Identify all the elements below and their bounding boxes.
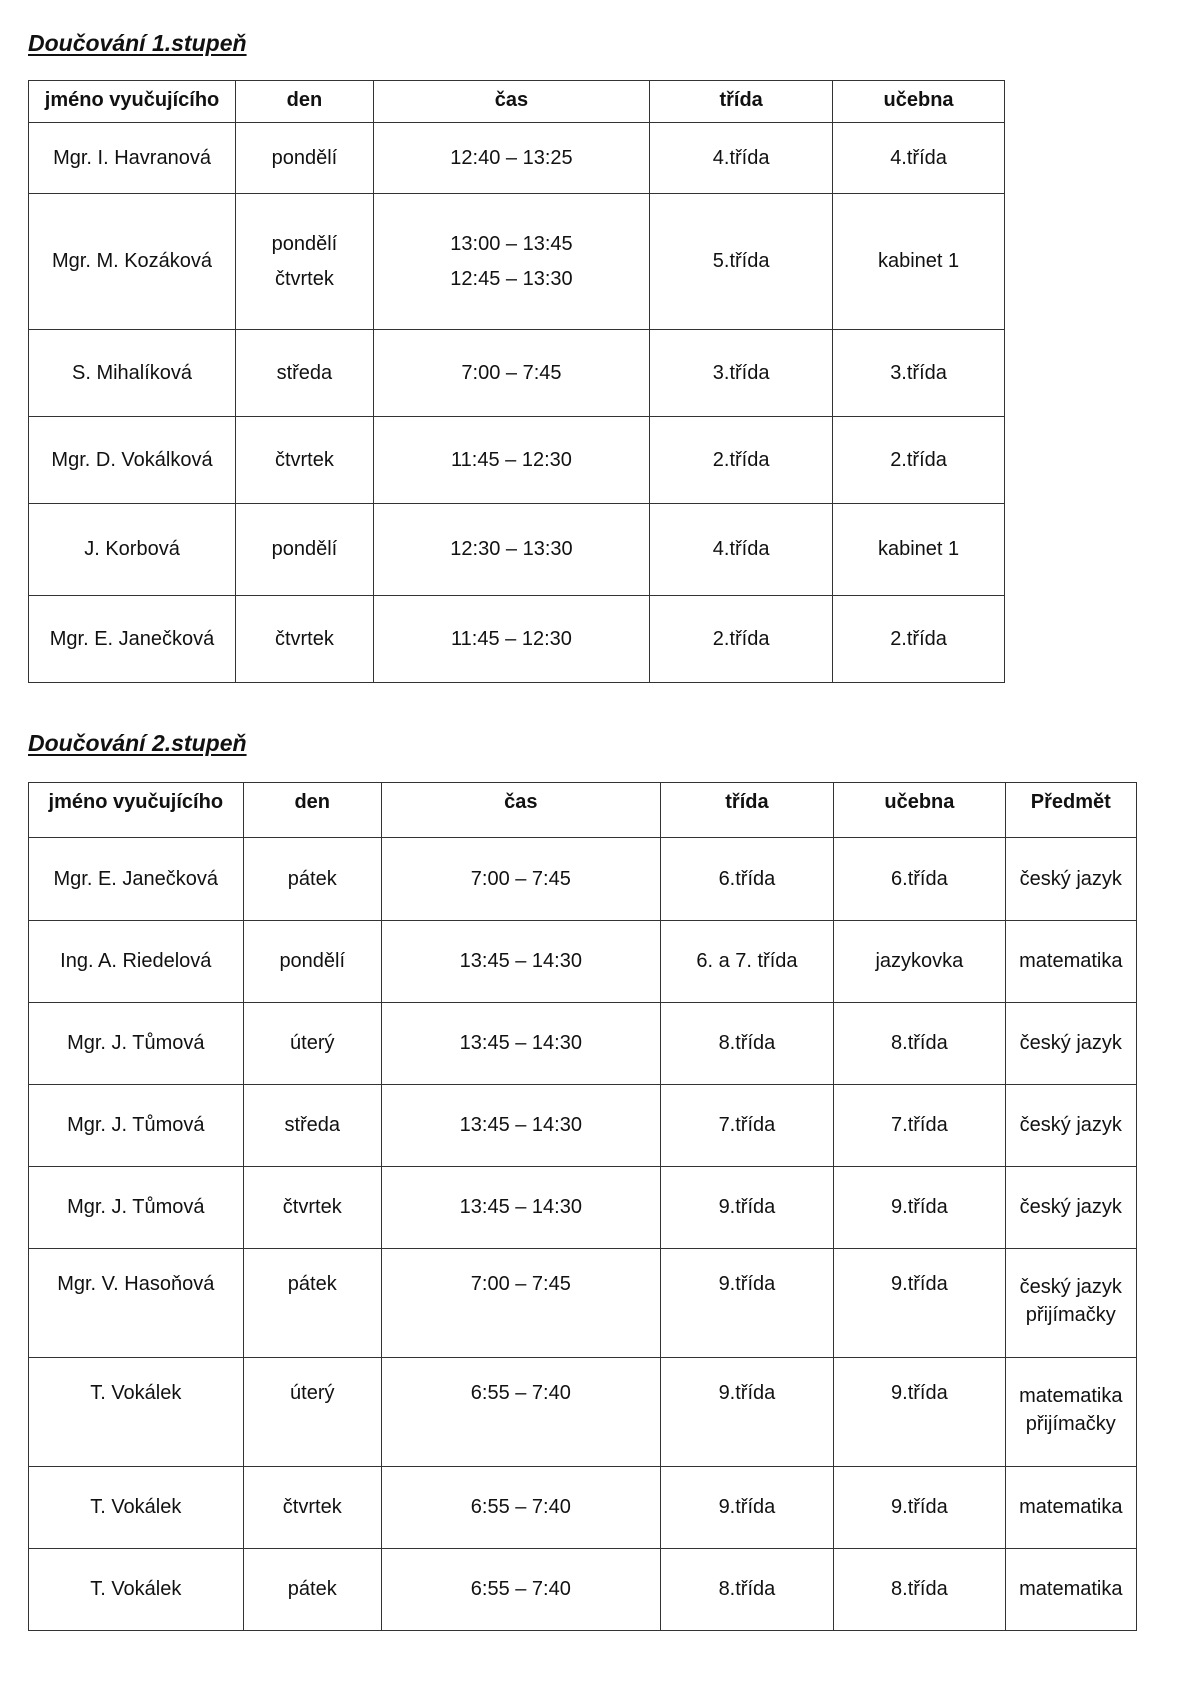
- class-cell: 9.třída: [660, 1358, 833, 1467]
- time-cell: 11:45 – 12:30: [373, 596, 649, 683]
- subject-line: přijímačky: [1025, 1413, 1116, 1435]
- header-teacher: jméno vyučujícího: [29, 783, 244, 838]
- class-cell: 9.třída: [660, 1467, 833, 1549]
- table-row: [29, 123, 1005, 194]
- room-cell: 8.třída: [834, 1003, 1005, 1085]
- teacher-cell: Mgr. M. Kozáková: [29, 194, 236, 330]
- subject-line: český jazyk: [1019, 1276, 1122, 1298]
- room-cell: 2.třída: [833, 417, 1005, 504]
- teacher-cell: Mgr. J. Tůmová: [29, 1085, 244, 1167]
- day-cell: čtvrtek: [243, 1167, 381, 1249]
- room-cell: 9.třída: [834, 1467, 1005, 1549]
- table-row: [29, 596, 1005, 683]
- time-cell: 13:45 – 14:30: [381, 1167, 660, 1249]
- room-cell: 9.třída: [834, 1249, 1005, 1358]
- subject-cell: matematika: [1005, 921, 1136, 1003]
- time-cell: 7:00 – 7:45: [381, 838, 660, 921]
- header-room: učebna: [834, 783, 1005, 838]
- day-cell: úterý: [243, 1003, 381, 1085]
- time-cell: 6:55 – 7:40: [381, 1467, 660, 1549]
- day-cell: pondělí: [236, 504, 374, 596]
- table-row: [29, 417, 1005, 504]
- teacher-cell: S. Mihalíková: [29, 330, 236, 417]
- table-row: [29, 1358, 1137, 1467]
- room-cell: 7.třída: [834, 1085, 1005, 1167]
- table-row: [29, 1167, 1137, 1249]
- teacher-cell: T. Vokálek: [29, 1358, 244, 1467]
- table-row: [29, 1249, 1137, 1358]
- subject-line: přijímačky: [1025, 1304, 1116, 1326]
- subject-cell: matematika: [1005, 1549, 1136, 1631]
- table-row: [29, 1549, 1137, 1631]
- table-row: [29, 921, 1137, 1003]
- room-cell: jazykovka: [834, 921, 1005, 1003]
- room-cell: kabinet 1: [833, 504, 1005, 596]
- header-row: [29, 783, 1137, 838]
- day-cell: úterý: [243, 1358, 381, 1467]
- time-cell: 7:00 – 7:45: [381, 1249, 660, 1358]
- time-cell: 13:45 – 14:30: [381, 1003, 660, 1085]
- room-cell: 3.třída: [833, 330, 1005, 417]
- header-time: čas: [373, 81, 649, 123]
- time-cell: 12:30 – 13:30: [373, 504, 649, 596]
- time-cell: 11:45 – 12:30: [373, 417, 649, 504]
- class-cell: 5.třída: [650, 194, 833, 330]
- room-cell: 9.třída: [834, 1167, 1005, 1249]
- time-cell: [373, 194, 649, 330]
- teacher-cell: Mgr. J. Tůmová: [29, 1003, 244, 1085]
- room-cell: 4.třída: [833, 123, 1005, 194]
- teacher-cell: T. Vokálek: [29, 1467, 244, 1549]
- time-cell: 13:45 – 14:30: [381, 1085, 660, 1167]
- table-row: [29, 1467, 1137, 1549]
- class-cell: 6.třída: [660, 838, 833, 921]
- table-row: [29, 1003, 1137, 1085]
- time-cell: 6:55 – 7:40: [381, 1358, 660, 1467]
- time-cell: 13:45 – 14:30: [381, 921, 660, 1003]
- day-cell: pondělí: [236, 123, 374, 194]
- day-cell: středa: [243, 1085, 381, 1167]
- subject-cell: český jazyk: [1005, 1003, 1136, 1085]
- teacher-cell: Mgr. E. Janečková: [29, 596, 236, 683]
- room-cell: 6.třída: [834, 838, 1005, 921]
- time-value: 13:00 – 13:45: [450, 232, 573, 255]
- day-value: čtvrtek: [274, 267, 334, 290]
- room-cell: 2.třída: [833, 596, 1005, 683]
- header-class: třída: [650, 81, 833, 123]
- teacher-cell: J. Korbová: [29, 504, 236, 596]
- class-cell: 4.třída: [650, 123, 833, 194]
- day-cell: pondělí: [243, 921, 381, 1003]
- day-cell: pátek: [243, 838, 381, 921]
- day-cell: čtvrtek: [236, 596, 374, 683]
- table-row: [29, 194, 1005, 330]
- time-value: 12:45 – 13:30: [450, 267, 573, 290]
- header-subject: Předmět: [1005, 783, 1136, 838]
- table-row: [29, 1085, 1137, 1167]
- teacher-cell: Mgr. V. Hasoňová: [29, 1249, 244, 1358]
- header-time: čas: [381, 783, 660, 838]
- room-cell: 8.třída: [834, 1549, 1005, 1631]
- day-cell: čtvrtek: [243, 1467, 381, 1549]
- class-cell: 2.třída: [650, 596, 833, 683]
- class-cell: 3.třída: [650, 330, 833, 417]
- class-cell: 8.třída: [660, 1549, 833, 1631]
- teacher-cell: Mgr. D. Vokálková: [29, 417, 236, 504]
- section-2-title: Doučování 2.stupeň: [28, 730, 247, 756]
- subject-cell: český jazyk: [1005, 838, 1136, 921]
- day-cell: čtvrtek: [236, 417, 374, 504]
- subject-cell: český jazyk: [1005, 1167, 1136, 1249]
- class-cell: 7.třída: [660, 1085, 833, 1167]
- teacher-cell: Mgr. E. Janečková: [29, 838, 244, 921]
- teacher-cell: Mgr. J. Tůmová: [29, 1167, 244, 1249]
- tutoring-table-level-2: [28, 782, 1137, 1631]
- subject-cell: český jazyk: [1005, 1085, 1136, 1167]
- subject-cell: matematika: [1005, 1467, 1136, 1549]
- header-class: třída: [660, 783, 833, 838]
- tutoring-table-level-1: [28, 80, 1005, 683]
- teacher-cell: Mgr. I. Havranová: [29, 123, 236, 194]
- class-cell: 6. a 7. třída: [660, 921, 833, 1003]
- teacher-cell: Ing. A. Riedelová: [29, 921, 244, 1003]
- time-cell: 7:00 – 7:45: [373, 330, 649, 417]
- table-row: [29, 838, 1137, 921]
- time-cell: 12:40 – 13:25: [373, 123, 649, 194]
- subject-line: matematika: [1019, 1385, 1123, 1407]
- class-cell: 8.třída: [660, 1003, 833, 1085]
- subject-cell: [1005, 1358, 1136, 1467]
- room-cell: 9.třída: [834, 1358, 1005, 1467]
- class-cell: 9.třída: [660, 1249, 833, 1358]
- day-cell: středa: [236, 330, 374, 417]
- section-1-title: Doučování 1.stupeň: [28, 30, 247, 56]
- table-row: [29, 504, 1005, 596]
- header-row: [29, 81, 1005, 123]
- time-cell: 6:55 – 7:40: [381, 1549, 660, 1631]
- day-value: pondělí: [271, 232, 338, 255]
- teacher-cell: T. Vokálek: [29, 1549, 244, 1631]
- header-teacher: jméno vyučujícího: [29, 81, 236, 123]
- header-room: učebna: [833, 81, 1005, 123]
- table-row: [29, 330, 1005, 417]
- header-day: den: [236, 81, 374, 123]
- room-cell: kabinet 1: [833, 194, 1005, 330]
- header-day: den: [243, 783, 381, 838]
- class-cell: 4.třída: [650, 504, 833, 596]
- day-cell: pátek: [243, 1249, 381, 1358]
- day-cell: [236, 194, 374, 330]
- subject-cell: [1005, 1249, 1136, 1358]
- class-cell: 2.třída: [650, 417, 833, 504]
- class-cell: 9.třída: [660, 1167, 833, 1249]
- day-cell: pátek: [243, 1549, 381, 1631]
